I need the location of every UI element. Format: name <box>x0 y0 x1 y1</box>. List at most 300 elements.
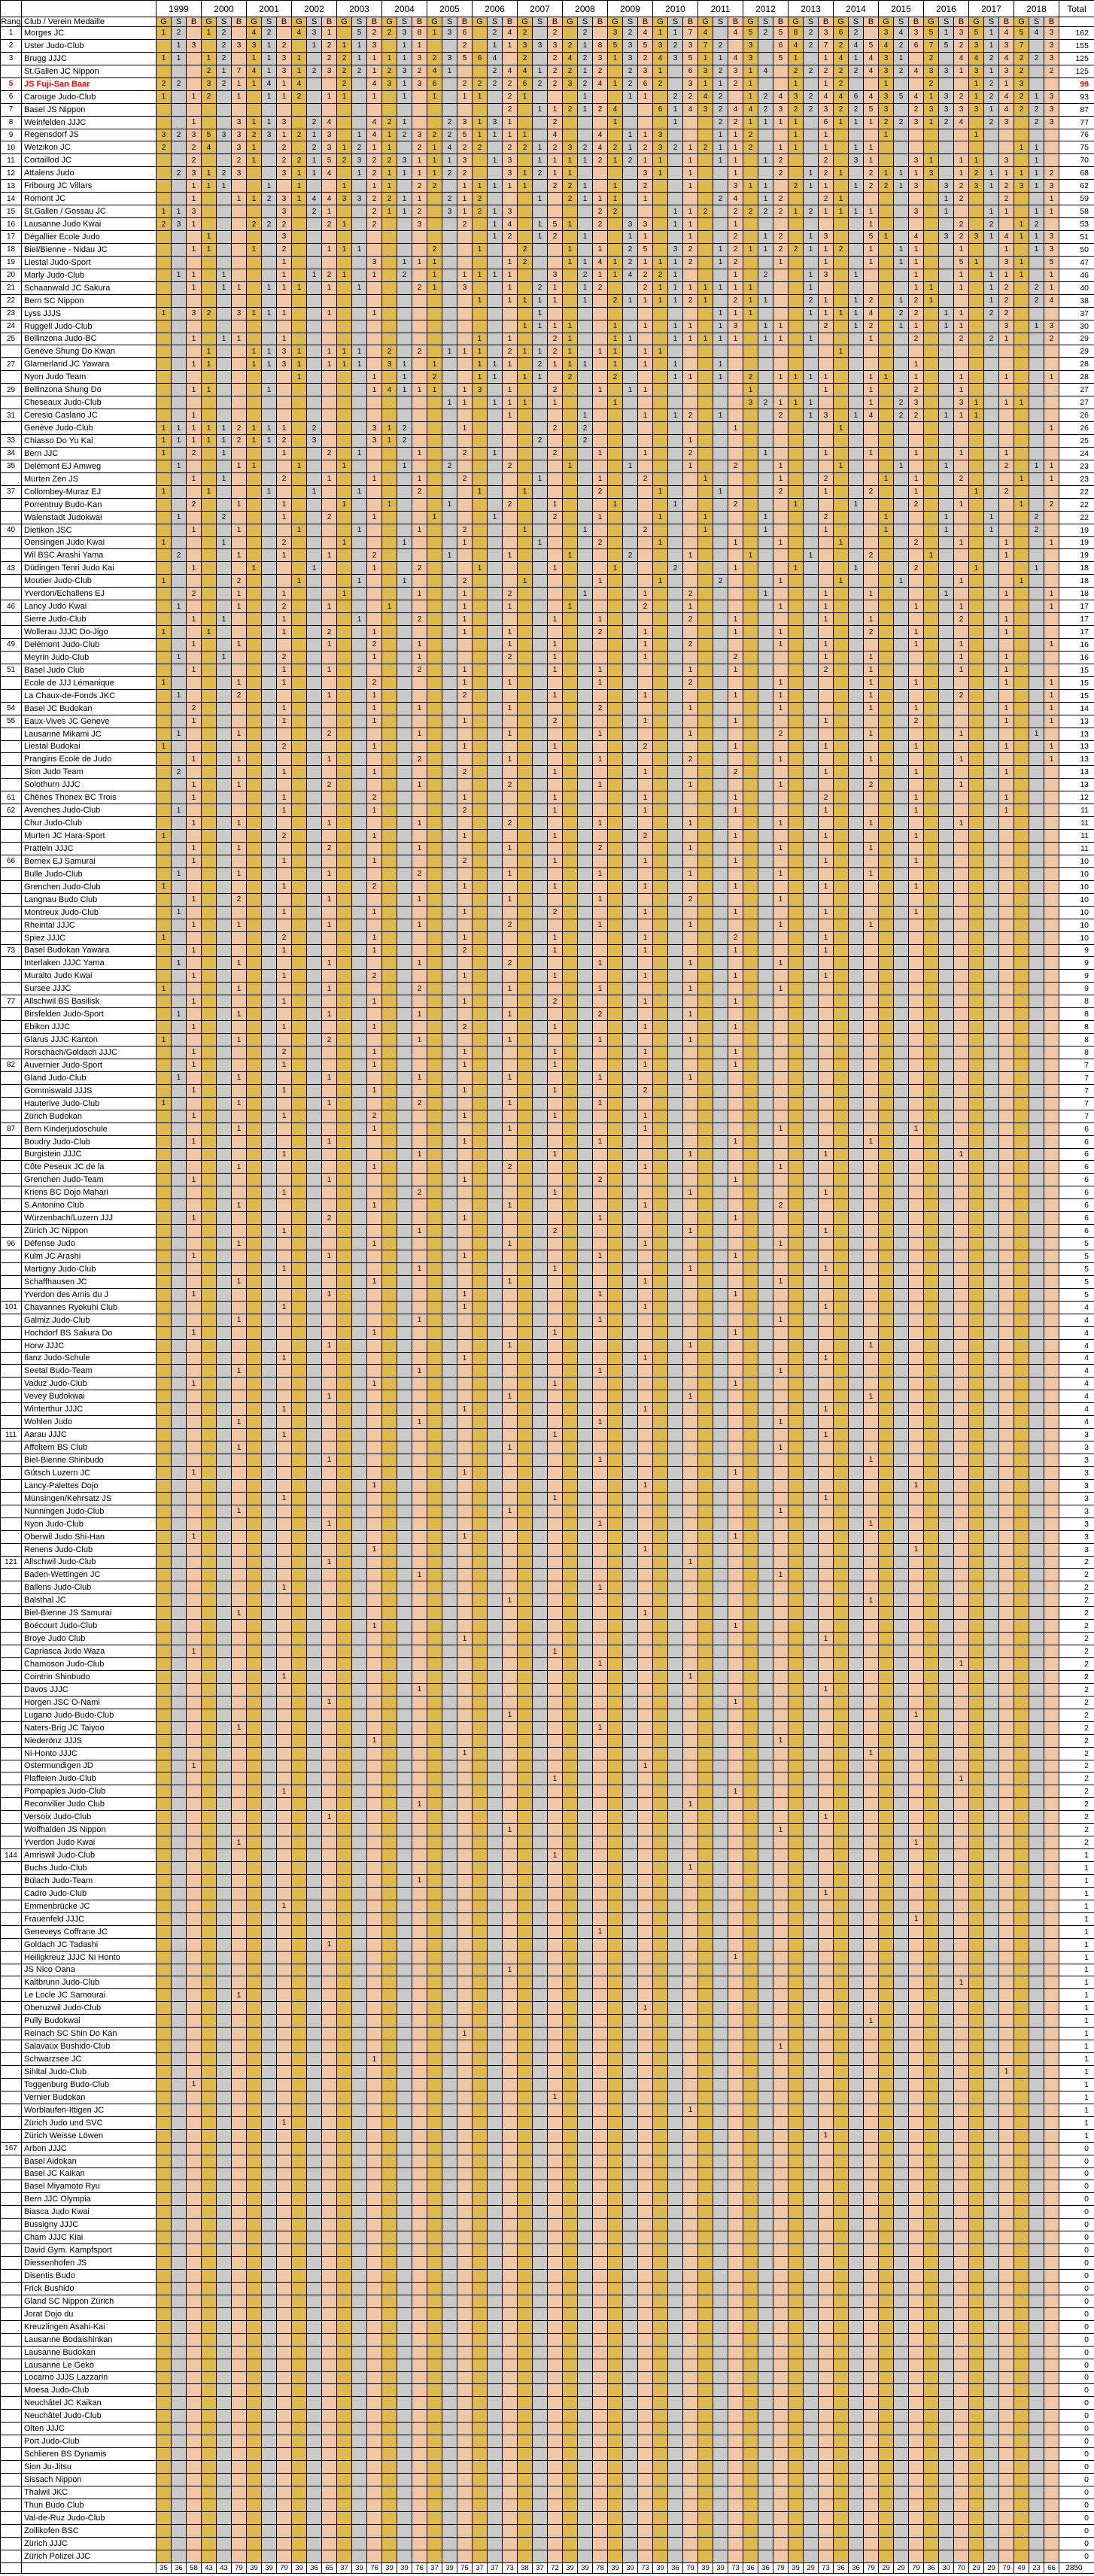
medal-cell[interactable]: 1 <box>503 409 518 422</box>
medal-cell[interactable] <box>849 485 864 498</box>
medal-cell[interactable]: 3 <box>352 193 367 205</box>
medal-cell[interactable] <box>743 804 758 817</box>
medal-cell[interactable]: 1 <box>713 485 728 498</box>
medal-cell[interactable] <box>999 906 1014 919</box>
medal-cell[interactable]: 1 <box>894 167 909 180</box>
medal-cell[interactable]: 1 <box>924 90 939 103</box>
medal-cell[interactable] <box>623 205 638 218</box>
medal-cell[interactable]: 1 <box>322 307 337 320</box>
medal-cell[interactable]: 1 <box>488 371 503 384</box>
medal-cell[interactable] <box>789 536 804 549</box>
medal-cell[interactable] <box>924 243 939 256</box>
medal-cell[interactable]: 2 <box>999 193 1014 205</box>
medal-cell[interactable]: 1 <box>773 371 789 384</box>
medal-cell[interactable] <box>533 396 548 409</box>
medal-cell[interactable]: 1 <box>728 970 743 983</box>
medal-cell[interactable] <box>367 103 382 116</box>
medal-cell[interactable] <box>954 435 969 448</box>
medal-cell[interactable]: 4 <box>292 77 307 90</box>
medal-cell[interactable] <box>713 664 728 676</box>
total-cell[interactable]: 28 <box>1059 358 1094 371</box>
medal-cell[interactable] <box>307 676 322 689</box>
medal-cell[interactable] <box>563 779 578 791</box>
medal-cell[interactable] <box>909 218 924 231</box>
medal-cell[interactable] <box>397 804 412 817</box>
medal-cell[interactable]: 5 <box>954 256 969 269</box>
medal-cell[interactable] <box>834 588 849 600</box>
medal-cell[interactable] <box>247 269 262 281</box>
medal-cell[interactable] <box>412 511 427 524</box>
medal-cell[interactable]: 2 <box>593 281 608 294</box>
medal-cell[interactable]: 2 <box>999 485 1014 498</box>
medal-cell[interactable] <box>879 676 894 689</box>
medal-cell[interactable] <box>217 931 232 944</box>
medal-cell[interactable] <box>683 791 698 804</box>
medal-cell[interactable] <box>1044 944 1059 957</box>
medal-cell[interactable]: 1 <box>879 371 894 384</box>
medal-cell[interactable] <box>277 817 292 830</box>
medal-cell[interactable]: 1 <box>819 205 834 218</box>
medal-cell[interactable] <box>1029 472 1044 485</box>
medal-cell[interactable]: 1 <box>999 333 1014 345</box>
medal-cell[interactable] <box>397 320 412 333</box>
rank-cell[interactable] <box>1 676 22 689</box>
medal-cell[interactable] <box>578 791 593 804</box>
medal-cell[interactable] <box>412 575 427 588</box>
medal-cell[interactable] <box>743 740 758 753</box>
medal-cell[interactable]: 1 <box>849 307 864 320</box>
medal-cell[interactable]: 3 <box>503 154 518 167</box>
medal-cell[interactable]: 1 <box>849 141 864 154</box>
medal-cell[interactable] <box>172 919 187 931</box>
medal-cell[interactable] <box>698 970 713 983</box>
medal-cell[interactable]: 1 <box>668 269 683 281</box>
medal-cell[interactable] <box>773 345 789 358</box>
medal-cell[interactable] <box>578 116 593 129</box>
medal-cell[interactable] <box>292 639 307 652</box>
medal-cell[interactable]: 2 <box>307 65 322 77</box>
medal-cell[interactable]: 3 <box>1044 103 1059 116</box>
medal-cell[interactable]: 2 <box>247 218 262 231</box>
medal-cell[interactable]: 2 <box>999 180 1014 193</box>
medal-cell[interactable] <box>819 460 834 472</box>
medal-cell[interactable] <box>939 664 954 676</box>
medal-cell[interactable]: 1 <box>367 830 382 843</box>
medal-cell[interactable]: 5 <box>322 154 337 167</box>
medal-cell[interactable] <box>698 639 713 652</box>
medal-cell[interactable] <box>653 944 668 957</box>
medal-cell[interactable] <box>563 90 578 103</box>
medal-col-header-b[interactable]: B <box>1044 17 1059 27</box>
medal-cell[interactable] <box>397 524 412 536</box>
medal-cell[interactable] <box>608 893 623 906</box>
medal-cell[interactable]: 1 <box>292 193 307 205</box>
medal-cell[interactable]: 2 <box>954 218 969 231</box>
medal-cell[interactable] <box>743 588 758 600</box>
medal-cell[interactable] <box>743 193 758 205</box>
medal-cell[interactable] <box>743 524 758 536</box>
medal-cell[interactable] <box>804 600 819 613</box>
medal-cell[interactable]: 3 <box>1044 116 1059 129</box>
medal-cell[interactable]: 2 <box>819 320 834 333</box>
medal-cell[interactable]: 1 <box>367 269 382 281</box>
medal-cell[interactable] <box>984 957 999 970</box>
medal-cell[interactable]: 1 <box>728 791 743 804</box>
medal-cell[interactable] <box>247 893 262 906</box>
medal-cell[interactable] <box>713 779 728 791</box>
medal-cell[interactable] <box>773 715 789 728</box>
medal-cell[interactable] <box>232 740 247 753</box>
medal-cell[interactable] <box>352 766 367 779</box>
medal-cell[interactable] <box>789 333 804 345</box>
medal-cell[interactable] <box>713 639 728 652</box>
medal-cell[interactable]: 2 <box>608 141 623 154</box>
medal-cell[interactable]: 1 <box>984 180 999 193</box>
medal-cell[interactable]: 2 <box>743 371 758 384</box>
medal-cell[interactable] <box>442 256 457 269</box>
medal-cell[interactable] <box>518 358 533 371</box>
medal-cell[interactable]: 1 <box>623 90 638 103</box>
medal-col-header-g[interactable]: G <box>518 17 533 27</box>
total-cell[interactable]: 38 <box>1059 294 1094 307</box>
medal-cell[interactable] <box>924 435 939 448</box>
medal-cell[interactable] <box>623 689 638 702</box>
medal-cell[interactable] <box>337 843 352 855</box>
medal-cell[interactable] <box>533 830 548 843</box>
medal-cell[interactable] <box>894 218 909 231</box>
medal-cell[interactable] <box>849 855 864 867</box>
medal-cell[interactable] <box>758 880 773 893</box>
medal-cell[interactable]: 1 <box>397 39 412 52</box>
medal-cell[interactable]: 2 <box>819 472 834 485</box>
medal-cell[interactable] <box>397 231 412 244</box>
medal-cell[interactable] <box>593 804 608 817</box>
medal-cell[interactable] <box>382 575 397 588</box>
medal-cell[interactable]: 1 <box>427 269 442 281</box>
medal-cell[interactable] <box>849 472 864 485</box>
medal-cell[interactable] <box>397 753 412 766</box>
medal-cell[interactable]: 1 <box>698 472 713 485</box>
medal-cell[interactable] <box>367 281 382 294</box>
medal-cell[interactable] <box>954 804 969 817</box>
medal-cell[interactable]: 4 <box>367 116 382 129</box>
medal-cell[interactable]: 4 <box>728 27 743 40</box>
medal-cell[interactable] <box>743 345 758 358</box>
medal-cell[interactable]: 1 <box>307 39 322 52</box>
medal-cell[interactable] <box>412 804 427 817</box>
medal-cell[interactable] <box>969 358 984 371</box>
medal-cell[interactable]: 1 <box>804 549 819 562</box>
medal-cell[interactable]: 1 <box>819 600 834 613</box>
medal-cell[interactable] <box>743 472 758 485</box>
medal-cell[interactable] <box>879 447 894 460</box>
medal-cell[interactable] <box>412 396 427 409</box>
medal-cell[interactable] <box>518 549 533 562</box>
medal-cell[interactable] <box>608 307 623 320</box>
medal-cell[interactable] <box>563 817 578 830</box>
medal-cell[interactable] <box>924 855 939 867</box>
medal-cell[interactable] <box>698 779 713 791</box>
medal-cell[interactable]: 1 <box>773 753 789 766</box>
medal-cell[interactable] <box>442 791 457 804</box>
medal-cell[interactable]: 1 <box>533 320 548 333</box>
medal-cell[interactable] <box>728 524 743 536</box>
medal-cell[interactable]: 1 <box>202 485 217 498</box>
medal-cell[interactable] <box>247 600 262 613</box>
medal-cell[interactable]: 1 <box>262 39 277 52</box>
medal-cell[interactable] <box>322 103 337 116</box>
medal-cell[interactable] <box>713 231 728 244</box>
medal-col-header-b[interactable]: B <box>412 17 427 27</box>
medal-cell[interactable] <box>292 320 307 333</box>
medal-cell[interactable] <box>879 345 894 358</box>
medal-cell[interactable] <box>984 880 999 893</box>
medal-cell[interactable] <box>442 676 457 689</box>
medal-cell[interactable]: 1 <box>397 384 412 396</box>
medal-cell[interactable] <box>488 307 503 320</box>
medal-cell[interactable] <box>939 893 954 906</box>
medal-cell[interactable] <box>352 307 367 320</box>
medal-cell[interactable] <box>563 728 578 740</box>
medal-cell[interactable] <box>367 817 382 830</box>
medal-cell[interactable] <box>879 728 894 740</box>
medal-cell[interactable] <box>488 779 503 791</box>
medal-cell[interactable] <box>698 740 713 753</box>
medal-cell[interactable]: 2 <box>984 77 999 90</box>
medal-cell[interactable] <box>412 931 427 944</box>
medal-cell[interactable] <box>292 919 307 931</box>
medal-cell[interactable]: 1 <box>743 90 758 103</box>
medal-cell[interactable] <box>984 396 999 409</box>
medal-cell[interactable] <box>849 983 864 995</box>
medal-cell[interactable]: 1 <box>1044 269 1059 281</box>
medal-cell[interactable]: 2 <box>427 371 442 384</box>
medal-cell[interactable] <box>834 626 849 639</box>
medal-cell[interactable] <box>337 549 352 562</box>
medal-cell[interactable]: 3 <box>939 90 954 103</box>
medal-cell[interactable] <box>593 766 608 779</box>
medal-cell[interactable] <box>969 243 984 256</box>
medal-cell[interactable] <box>969 753 984 766</box>
medal-cell[interactable]: 1 <box>849 498 864 511</box>
total-cell[interactable]: 16 <box>1059 639 1094 652</box>
rank-cell[interactable] <box>1 830 22 843</box>
medal-cell[interactable] <box>939 52 954 65</box>
medal-cell[interactable] <box>698 944 713 957</box>
medal-cell[interactable]: 1 <box>277 498 292 511</box>
medal-cell[interactable]: 1 <box>217 65 232 77</box>
medal-cell[interactable] <box>683 358 698 371</box>
medal-cell[interactable] <box>427 396 442 409</box>
medal-cell[interactable]: 2 <box>593 626 608 639</box>
medal-cell[interactable] <box>834 957 849 970</box>
medal-cell[interactable]: 1 <box>864 613 879 626</box>
medal-cell[interactable] <box>608 804 623 817</box>
medal-cell[interactable] <box>202 154 217 167</box>
medal-cell[interactable] <box>518 435 533 448</box>
medal-cell[interactable] <box>533 779 548 791</box>
medal-cell[interactable]: 1 <box>187 613 202 626</box>
medal-cell[interactable]: 1 <box>262 358 277 371</box>
medal-cell[interactable] <box>292 294 307 307</box>
medal-cell[interactable]: 3 <box>277 65 292 77</box>
medal-cell[interactable]: 2 <box>548 384 563 396</box>
medal-cell[interactable] <box>292 957 307 970</box>
medal-cell[interactable]: 2 <box>307 141 322 154</box>
medal-cell[interactable] <box>232 906 247 919</box>
medal-cell[interactable] <box>683 472 698 485</box>
medal-cell[interactable]: 1 <box>773 867 789 880</box>
medal-cell[interactable] <box>442 231 457 244</box>
medal-cell[interactable] <box>337 511 352 524</box>
medal-cell[interactable] <box>187 651 202 664</box>
medal-cell[interactable] <box>533 728 548 740</box>
medal-cell[interactable]: 1 <box>397 358 412 371</box>
medal-cell[interactable]: 1 <box>412 154 427 167</box>
medal-cell[interactable] <box>1044 817 1059 830</box>
medal-cell[interactable] <box>698 536 713 549</box>
medal-cell[interactable] <box>668 906 683 919</box>
club-cell[interactable]: Bernex EJ Samurai <box>22 855 157 867</box>
medal-cell[interactable] <box>713 511 728 524</box>
medal-cell[interactable] <box>849 804 864 817</box>
medal-cell[interactable] <box>999 345 1014 358</box>
medal-cell[interactable] <box>187 460 202 472</box>
medal-cell[interactable]: 3 <box>773 103 789 116</box>
medal-cell[interactable]: 1 <box>548 498 563 511</box>
medal-cell[interactable] <box>713 906 728 919</box>
rank-cell[interactable]: 35 <box>1 460 22 472</box>
medal-cell[interactable] <box>804 664 819 676</box>
medal-cell[interactable] <box>593 409 608 422</box>
medal-cell[interactable] <box>488 422 503 435</box>
medal-cell[interactable] <box>879 766 894 779</box>
medal-cell[interactable]: 5 <box>743 27 758 40</box>
rank-cell[interactable]: 73 <box>1 944 22 957</box>
medal-cell[interactable] <box>457 320 473 333</box>
medal-cell[interactable]: 1 <box>578 588 593 600</box>
medal-cell[interactable] <box>578 396 593 409</box>
medal-cell[interactable] <box>337 27 352 40</box>
medal-cell[interactable]: 1 <box>999 664 1014 676</box>
medal-cell[interactable] <box>578 562 593 575</box>
medal-cell[interactable] <box>518 817 533 830</box>
medal-cell[interactable] <box>849 588 864 600</box>
total-cell[interactable]: 22 <box>1059 511 1094 524</box>
medal-cell[interactable] <box>879 906 894 919</box>
medal-cell[interactable] <box>457 307 473 320</box>
medal-cell[interactable] <box>819 676 834 689</box>
medal-cell[interactable]: 1 <box>533 371 548 384</box>
medal-cell[interactable] <box>1044 626 1059 639</box>
medal-cell[interactable] <box>292 689 307 702</box>
medal-cell[interactable]: 3 <box>322 141 337 154</box>
medal-cell[interactable] <box>683 269 698 281</box>
medal-cell[interactable] <box>473 664 488 676</box>
medal-cell[interactable]: 4 <box>593 256 608 269</box>
medal-cell[interactable] <box>698 651 713 664</box>
medal-cell[interactable]: 1 <box>247 141 262 154</box>
medal-cell[interactable]: 2 <box>367 205 382 218</box>
medal-cell[interactable] <box>442 740 457 753</box>
medal-cell[interactable] <box>578 830 593 843</box>
club-cell[interactable]: Avenches Judo-Club <box>22 804 157 817</box>
medal-cell[interactable]: 2 <box>698 141 713 154</box>
medal-cell[interactable] <box>1014 740 1029 753</box>
medal-cell[interactable]: 1 <box>473 116 488 129</box>
medal-cell[interactable]: 1 <box>503 384 518 396</box>
medal-cell[interactable] <box>277 294 292 307</box>
medal-cell[interactable]: 1 <box>984 269 999 281</box>
medal-cell[interactable] <box>623 180 638 193</box>
medal-cell[interactable]: 1 <box>789 396 804 409</box>
medal-cell[interactable] <box>713 294 728 307</box>
medal-cell[interactable] <box>984 371 999 384</box>
medal-cell[interactable] <box>1014 931 1029 944</box>
medal-cell[interactable] <box>563 830 578 843</box>
medal-cell[interactable] <box>834 333 849 345</box>
medal-cell[interactable] <box>1014 524 1029 536</box>
medal-cell[interactable]: 1 <box>352 243 367 256</box>
medal-cell[interactable] <box>954 906 969 919</box>
rank-cell[interactable]: 55 <box>1 715 22 728</box>
medal-cell[interactable]: 2 <box>187 447 202 460</box>
medal-cell[interactable] <box>954 791 969 804</box>
medal-cell[interactable]: 1 <box>277 676 292 689</box>
medal-cell[interactable] <box>217 562 232 575</box>
medal-cell[interactable] <box>623 281 638 294</box>
medal-cell[interactable] <box>924 753 939 766</box>
medal-cell[interactable]: 4 <box>879 39 894 52</box>
rank-column-header[interactable]: Rang <box>1 17 21 26</box>
medal-cell[interactable] <box>473 830 488 843</box>
medal-cell[interactable] <box>623 626 638 639</box>
medal-cell[interactable]: 2 <box>217 39 232 52</box>
medal-cell[interactable] <box>217 983 232 995</box>
medal-cell[interactable] <box>442 90 457 103</box>
medal-cell[interactable]: 3 <box>277 193 292 205</box>
medal-cell[interactable] <box>457 333 473 345</box>
medal-cell[interactable] <box>728 549 743 562</box>
medal-cell[interactable] <box>924 205 939 218</box>
medal-cell[interactable]: 1 <box>457 613 473 626</box>
medal-cell[interactable] <box>909 893 924 906</box>
medal-cell[interactable] <box>518 307 533 320</box>
medal-cell[interactable] <box>202 498 217 511</box>
medal-cell[interactable]: 1 <box>608 358 623 371</box>
medal-cell[interactable] <box>713 218 728 231</box>
medal-cell[interactable]: 2 <box>457 855 473 867</box>
medal-cell[interactable] <box>939 728 954 740</box>
medal-cell[interactable]: 1 <box>999 766 1014 779</box>
medal-cell[interactable] <box>593 995 608 1008</box>
medal-cell[interactable]: 1 <box>819 880 834 893</box>
medal-cell[interactable] <box>412 435 427 448</box>
medal-cell[interactable] <box>909 435 924 448</box>
medal-cell[interactable]: 1 <box>427 256 442 269</box>
medal-cell[interactable] <box>653 995 668 1008</box>
medal-cell[interactable] <box>969 944 984 957</box>
medal-cell[interactable] <box>202 753 217 766</box>
medal-cell[interactable]: 2 <box>683 243 698 256</box>
medal-cell[interactable] <box>698 931 713 944</box>
medal-cell[interactable] <box>1029 817 1044 830</box>
medal-cell[interactable] <box>713 498 728 511</box>
medal-cell[interactable]: 2 <box>984 90 999 103</box>
medal-cell[interactable] <box>578 536 593 549</box>
medal-cell[interactable] <box>488 843 503 855</box>
medal-cell[interactable] <box>939 141 954 154</box>
